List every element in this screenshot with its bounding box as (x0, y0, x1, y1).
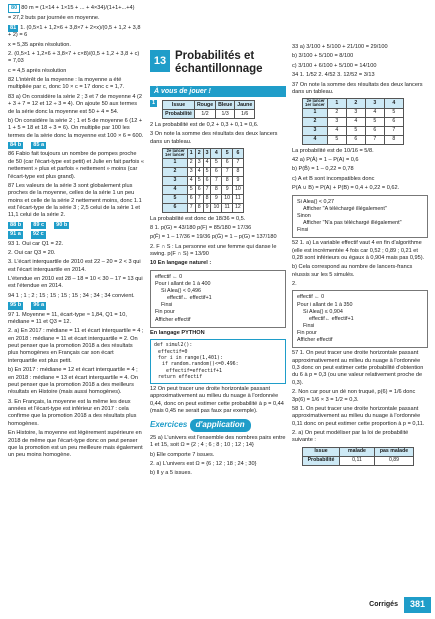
sum-table-tetra (302, 98, 404, 144)
table-header-cell: 3 (365, 99, 384, 108)
table-header-cell: Issue (163, 101, 195, 110)
table-row: 1 2 3 4 5 6 7 (163, 158, 244, 167)
ex25a-text: 25 a) L'univers est l'ensemble des nombres pairs entre 1 et 15, soit Ω = {2 ; 4 ; 6 ; 8 ; 10 ; 12 ; 14} (150, 434, 286, 449)
ex97-2a: 2. a) En 2017 : médiane = 11 et écart interquartile = 4 ; en 2018 : médiane = 11 et écart interquartile = 2. On peut penser que la promotion 2018 a des résultats plus homogènes en Français car son écart interquartile est plus petit. (8, 328, 144, 364)
table-header-cell: 4 (384, 99, 403, 108)
table-cell: 1/3 (216, 110, 235, 119)
ex8-1: 8 1. p(G) = 43/180 p(F) = 85/180 = 17/36 (150, 224, 252, 231)
table-header-cell: 3 (203, 149, 211, 158)
table-header-cell: 2 (195, 149, 203, 158)
answer-badge: 96 a (33, 302, 45, 309)
column-3 (292, 44, 428, 466)
table-row: 6 7 8 9 10 11 12 (163, 203, 244, 212)
table-corner-cell: 2e lancer 1er lancer (303, 99, 328, 108)
ex25b-text: b) Elle comporte 7 issues. (150, 451, 215, 458)
table-header-cell: Jaune (235, 101, 255, 110)
ex42c2-text: P(A ∪ B) = P(A) + P(B) = 0,4 + 0,22 = 0,62. (292, 185, 400, 192)
table-row: 1 2 3 4 5 (303, 108, 404, 117)
ex97-2b: b) En 2017 : médiane = 12 et écart interquartile = 4 ; en 2018 : médiane = 13 et écart interquartile = 4. On peut penser que la promotion 2018 a des meilleurs résultats en Histoire (mais aussi homogènes). (8, 367, 138, 396)
your-turn-banner: À vous de jouer ! (150, 86, 286, 97)
footer-label: Corrigés (369, 601, 398, 609)
ex82-text: 82 L'intérêt de la moyenne : la moyenne a été multipliée par c, donc 10 × c = 17 donc c = 1,7. (8, 77, 125, 91)
ex26a-text: 2. a) L'univers est Ω = {6 ; 12 ; 18 ; 24 ; 30} (150, 461, 257, 468)
column-2 (150, 100, 286, 480)
ex1-badge: 1 (152, 100, 156, 106)
algorithm-box-1: effectif ← 0 Pour i allant de 1 à 400 Si Alea() < 0,496 effectif← effectif+1 Finsi Fin pour Afficher effectif (150, 270, 286, 328)
ex58-2: 2. a) On peut modéliser par la loi de probabilité suivante : (292, 430, 409, 444)
ex1-block (150, 100, 286, 119)
table-corner-cell: 2e lancer 1er lancer (163, 149, 188, 158)
ex97-1: 97 1. Moyenne = 11, écart-type ≈ 1,84, Q1 = 10, médiane = 11 et Q3 = 12. (8, 311, 127, 325)
table-header-cell: Issue (303, 447, 340, 456)
ex10-label: 10 En langage naturel : (150, 260, 212, 267)
answer-badge: 91 a (10, 231, 21, 238)
algorithm-box-3: effectif ← 0 Pour i allant de 1 à 350 Si Alea() ≤ 0,904 effectif← effectif+1 Finsi Fin pour Afficher effectif (292, 290, 428, 348)
table-row-label: Probabilité (303, 456, 340, 465)
table-header-cell: 4 (211, 149, 222, 158)
table-header-cell: pas malade (375, 447, 414, 456)
table-header-cell: 2 (346, 99, 365, 108)
ex86-text: 86 Fabio fait toujours un nombre de pompes proche de 50 (car l'écart-type est petit) et Julie en fait parfois « nettement » plus et parfois « nettement » moins (car l'écart-type est plus grand). (8, 151, 145, 180)
ex37-result: La probabilité est de 10/16 = 5/8. (292, 147, 374, 154)
page-number: 381 (404, 597, 431, 613)
ex52-2: 2. (292, 281, 297, 288)
probability-table-58 (302, 447, 414, 466)
python-label: En langage PYTHON (150, 329, 205, 336)
answer-badges-row-1 (8, 142, 144, 149)
probability-table-1 (162, 100, 255, 119)
column-1 (8, 4, 144, 462)
table-header-cell: 1 (327, 99, 346, 108)
table-header-cell: 1 (187, 149, 195, 158)
ex2-text: 2 La probabilité est de 0,2 + 0,3 + 0,1 = 0,6. (150, 122, 259, 128)
ex93-3: 3. L'écart interquartile de 2010 est 22 – 20 = 2 < 3 qui est l'écart interquartile en 2014. (8, 259, 141, 273)
table-cell: 0,11 (340, 456, 375, 465)
ex26b-text: b) Il y a 5 issues. (150, 470, 192, 477)
table-header-cell: malade (340, 447, 375, 456)
ex52-1b: b) Cela correspond au nombre de lancers-francs réussis sur les 5 simulés. (292, 264, 413, 278)
table-row: 2 3 4 5 6 7 8 (163, 167, 244, 176)
ex93-2: 2. Oui car Q3 = 20. (8, 249, 56, 256)
table-cell: 1/2 (194, 110, 215, 119)
ex52-1a: 52 1. a) La variable effectif vaut 4 en fin d'algorithme (elle est incrémentée 4 fois car 0,52 ; 0,89 ; 0,21 et 0,28 sont inférieurs ou égaux à 0,904 mais pas 0,95). (292, 240, 425, 261)
ex81-part1-result: x = 5,35 après résolution. (8, 41, 71, 48)
ex8-2: 2. F ∩ S : La personne est une femme qui danse le swing. p(F ∩ S) = 13/90 (150, 243, 277, 258)
ex83a-text: 83 a) On considère la série 2 ; 3 et 7 de moyenne 4 (2 + 3 + 7 = 12 et 12 ÷ 3 = 4). On ajoute 50 aux termes de la série donc la moyenne est 50 + 4 = 54. (8, 93, 143, 115)
ex83b-text: b) On considère la série 2 ; 1 et 5 de moyenne 6 (12 + 1 + 5 = 18 et 18 ÷ 3 = 6). On multiplie par 100 les termes de la série donc la moyenne est 100 × 6 = 600. (8, 117, 144, 139)
table-row: 3 4 5 6 7 (303, 126, 404, 135)
table-header-cell: 6 (233, 149, 244, 158)
ex81-part2: 2. (0,5×1 + 1,2×6 + 3,8×7 + c×8)/(0,5 + 1,2 + 3,8 + c) = 7,03 (8, 50, 140, 65)
table-row: 4 5 6 7 8 (303, 135, 404, 144)
table-header-cell: Rouge (194, 101, 215, 110)
answer-badge: 95 b (10, 302, 22, 309)
ex8-1b: p(F̄) = 1 – 17/36 = 19/36 p(Ḡ) = 1 – p(G) = 137/180 (150, 234, 277, 241)
chapter-title: Probabilités et échantillonnage (175, 50, 263, 75)
ex3-result: La probabilité est donc de 18/36 = 0,5. (150, 215, 246, 222)
ex33a-text: 33 a) 3/100 + 5/100 + 21/100 = 29/100 (292, 44, 388, 50)
table-row: 2 3 4 5 6 (303, 117, 404, 126)
table-cell: 1/6 (235, 110, 255, 119)
answer-badge: 89 c (33, 221, 45, 228)
python-code-box: def simul2(): effectif=0 for i in range(1,401): if random.random()<=0.496: effectif=effectif+1 return effectif (150, 339, 286, 384)
ex93-4: L'étendue en 2010 est 28 – 18 = 10 < 30 – 17 = 13 qui est l'étendue en 2014. (8, 276, 143, 290)
algorithm-box-2: Si Alea() < 0,27 Afficher "A téléchargé illégalement" Sinon Afficher "N'a pas téléchargé illégalement" Finsi (292, 195, 428, 239)
table-cell: 0,89 (375, 456, 414, 465)
ex37-text: 37 On note la somme des résultats des deux lancers dans un tableau. (292, 81, 423, 95)
ex81-part1: 81 1. (0,5×1 + 1,2×6 + 3,8×7 + 2×x)/(0,5 + 1,2 + 3,8 + 2) = 6 (8, 24, 141, 39)
answer-badge: 88 b (10, 221, 22, 228)
page-footer (369, 597, 431, 613)
ex97-3b: En Histoire, la moyenne est légèrement supérieure en 2018 de même que l'écart-type donc on peut penser que la promotion est un peu meilleure mais également un peu moins homogène. (8, 430, 143, 459)
ex57-2: 2. Non car pour un dé non truqué, p(6) = 1/6 donc 3p(6) = 1/6 × 3 = 1/2 = 0,3. (292, 389, 416, 403)
table-row-label: Probabilité (163, 110, 195, 119)
answer-badges-row-3 (8, 231, 144, 238)
table-header-cell: 5 (222, 149, 233, 158)
answer-badges-row-2 (8, 222, 144, 229)
sum-table-dice (162, 148, 244, 212)
ex80-formula: 80 80 m = (1×14 + 1×15 + ... + 4×34)/(1+1+...+4) (8, 4, 144, 13)
ex58-1: 58 1. On peut tracer une droite horizontale passant approximativement au milieu du nuage à l'ordonnée 0,11 donc on peut estimer cette proportion à p = 0,11. (292, 405, 425, 427)
ex42b-text: b) P(B̄) = 1 – 0,22 = 0,78 (292, 166, 354, 173)
ex97-3a: 3. En Français, la moyenne est la même les deux années et l'écart-type est inférieur en 2017 : cela confirme que la promotion 2018 a des résultats plus homogènes. (8, 398, 137, 427)
ex81-part2-result: c = 4,5 après résolution (8, 67, 67, 74)
table-row: 3 4 5 6 7 8 9 (163, 176, 244, 185)
ex87-text: 87 Les valeurs de la série 3 sont globalement plus proches de la moyenne, celles de la série 1 un peu moins et celle de la série 2 nettement moins, donc 1.1 est l'écart-type de la série 3 ; 2,5 celui de la série 1 et 11,1 celui de la série 2. (8, 182, 142, 219)
exercises-heading: Exercices d'application (150, 419, 286, 432)
answer-badges-row-4 (8, 302, 144, 309)
ex33b-text: b) 3/100 + 5/100 = 8/100 (292, 53, 354, 60)
ex12-text: 12 On peut tracer une droite horizontale passant approximativement au milieu du nuage à l'ordonnée 0,44, donc on peut estimer cette probabilité à p = 0,44 (mais 0,45 ne serait pas faux par exemple). (150, 385, 284, 414)
table-header-cell: Bleue (216, 101, 235, 110)
ex3-text: 3 On note la somme des résultats des deux lancers dans un tableau. (150, 131, 278, 145)
ex42a-text: 42 a) P(Ā) = 1 – P(A) = 0,6 (292, 157, 359, 164)
answer-badge: 85 a (33, 142, 45, 148)
ex34-text: 34 1. 1/52 2. 4/52 3. 12/52 = 3/13 (292, 72, 375, 79)
ex80-result: = 27,2 buts par journée en moyenne. (8, 15, 100, 22)
ex33c-text: c) 3/100 + 6/100 + 5/100 = 14/100 (292, 62, 377, 69)
answer-badge: 90 b (56, 221, 68, 228)
ex93-1: 93 1. Oui car Q1 = 22. (8, 240, 64, 247)
answer-badge: 92 c (32, 231, 44, 238)
chapter-header (150, 50, 290, 86)
exercises-badge: d'application (190, 419, 251, 432)
table-row: 4 5 6 7 8 9 10 (163, 185, 244, 194)
ex42c-text: c) A et B sont incompatibles donc (292, 175, 375, 182)
ex57-1: 57 1. On peut tracer une droite horizontale passant approximativement au milieu du nuage à l'ordonnée 0,3 donc on peut estimer cette probabilité d'obtention du 6 à p = 0,3 (ou une valeur relativement proche de 0,3). (292, 350, 424, 386)
ex94-text: 94 1 ; 1 ; 2 ; 15 ; 15 ; 15 ; 15 ; 34 ; 34 ; 34 convient. (8, 292, 135, 299)
table-row: 5 6 7 8 9 10 11 (163, 194, 244, 203)
answer-badge: 84 b (10, 142, 22, 148)
chapter-number: 13 (150, 50, 170, 72)
